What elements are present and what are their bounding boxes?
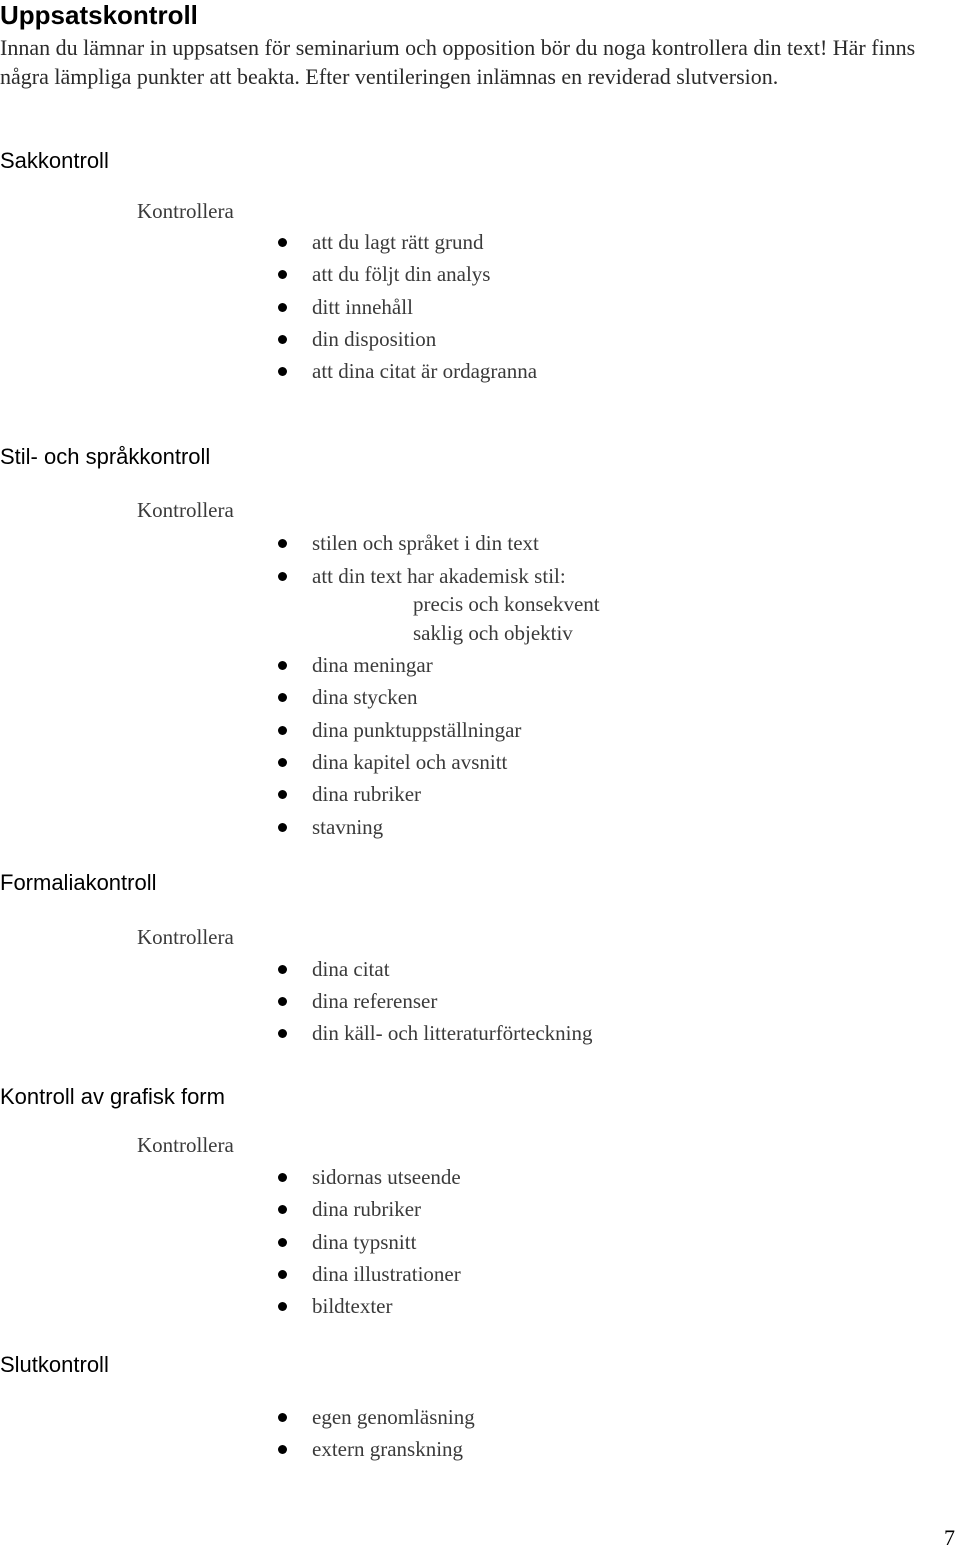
bullet-icon bbox=[278, 1173, 287, 1182]
bullet-icon bbox=[278, 1445, 287, 1454]
bullet-icon bbox=[278, 726, 287, 735]
list-item: att du lagt rätt grund bbox=[278, 229, 483, 255]
list-item: dina referenser bbox=[278, 988, 437, 1014]
bullet-icon bbox=[278, 539, 287, 548]
list-item: sidornas utseende bbox=[278, 1164, 461, 1190]
list-item: din käll- och litteraturförteckning bbox=[278, 1020, 593, 1046]
list-item: dina citat bbox=[278, 956, 390, 982]
list-item: stilen och språket i din text bbox=[278, 530, 539, 556]
bullet-icon bbox=[278, 1270, 287, 1279]
bullet-icon bbox=[278, 270, 287, 279]
document-title: Uppsatskontroll bbox=[0, 0, 198, 30]
bullet-icon bbox=[278, 238, 287, 247]
kontrollera-label: Kontrollera bbox=[137, 925, 234, 949]
list-item: bildtexter bbox=[278, 1293, 392, 1319]
kontrollera-label: Kontrollera bbox=[137, 199, 234, 223]
bullet-icon bbox=[278, 965, 287, 974]
bullet-icon bbox=[278, 367, 287, 376]
list-item: dina rubriker bbox=[278, 1196, 421, 1222]
bullet-icon bbox=[278, 1413, 287, 1422]
section-heading-slutkontroll: Slutkontroll bbox=[0, 1352, 109, 1377]
page-number: 7 bbox=[944, 1525, 955, 1550]
section-heading-sakkontroll: Sakkontroll bbox=[0, 148, 109, 173]
bullet-icon bbox=[278, 1205, 287, 1214]
bullet-icon bbox=[278, 335, 287, 344]
section-heading-stil-och-sprakkontroll: Stil- och språkkontroll bbox=[0, 444, 211, 469]
list-item: din disposition bbox=[278, 326, 436, 352]
kontrollera-label: Kontrollera bbox=[137, 1133, 234, 1157]
bullet-icon bbox=[278, 1302, 287, 1311]
list-item: dina illustrationer bbox=[278, 1261, 461, 1287]
list-item: dina typsnitt bbox=[278, 1229, 416, 1255]
bullet-icon bbox=[278, 572, 287, 581]
bullet-icon bbox=[278, 303, 287, 312]
kontrollera-label: Kontrollera bbox=[137, 498, 234, 522]
bullet-icon bbox=[278, 790, 287, 799]
list-item: dina kapitel och avsnitt bbox=[278, 749, 507, 775]
list-item: dina punktuppställningar bbox=[278, 717, 521, 743]
list-item: stavning bbox=[278, 814, 383, 840]
bullet-icon bbox=[278, 1238, 287, 1247]
bullet-icon bbox=[278, 758, 287, 767]
list-item: dina rubriker bbox=[278, 781, 421, 807]
intro-paragraph: Innan du lämnar in uppsatsen för seminarium och opposition bör du noga kontrollera din text! Här finns några lämpliga punkter att beakta. Efter ventileringen inlämnas en reviderad slutversion. bbox=[0, 35, 916, 89]
list-item: ditt innehåll bbox=[278, 294, 413, 320]
sub-item: saklig och objektiv bbox=[413, 621, 573, 645]
list-item: att du följt din analys bbox=[278, 261, 490, 287]
bullet-icon bbox=[278, 997, 287, 1006]
section-heading-kontroll-av-grafisk-form: Kontroll av grafisk form bbox=[0, 1084, 225, 1109]
list-item: att din text har akademisk stil: bbox=[278, 563, 566, 589]
list-item: dina meningar bbox=[278, 652, 433, 678]
list-item: dina stycken bbox=[278, 684, 418, 710]
bullet-icon bbox=[278, 1029, 287, 1038]
bullet-icon bbox=[278, 661, 287, 670]
section-heading-formaliakontroll: Formaliakontroll bbox=[0, 870, 157, 895]
sub-item: precis och konsekvent bbox=[413, 592, 600, 616]
list-item: att dina citat är ordagranna bbox=[278, 358, 537, 384]
list-item: egen genomläsning bbox=[278, 1404, 475, 1430]
bullet-icon bbox=[278, 693, 287, 702]
list-item: extern granskning bbox=[278, 1436, 463, 1462]
bullet-icon bbox=[278, 823, 287, 832]
